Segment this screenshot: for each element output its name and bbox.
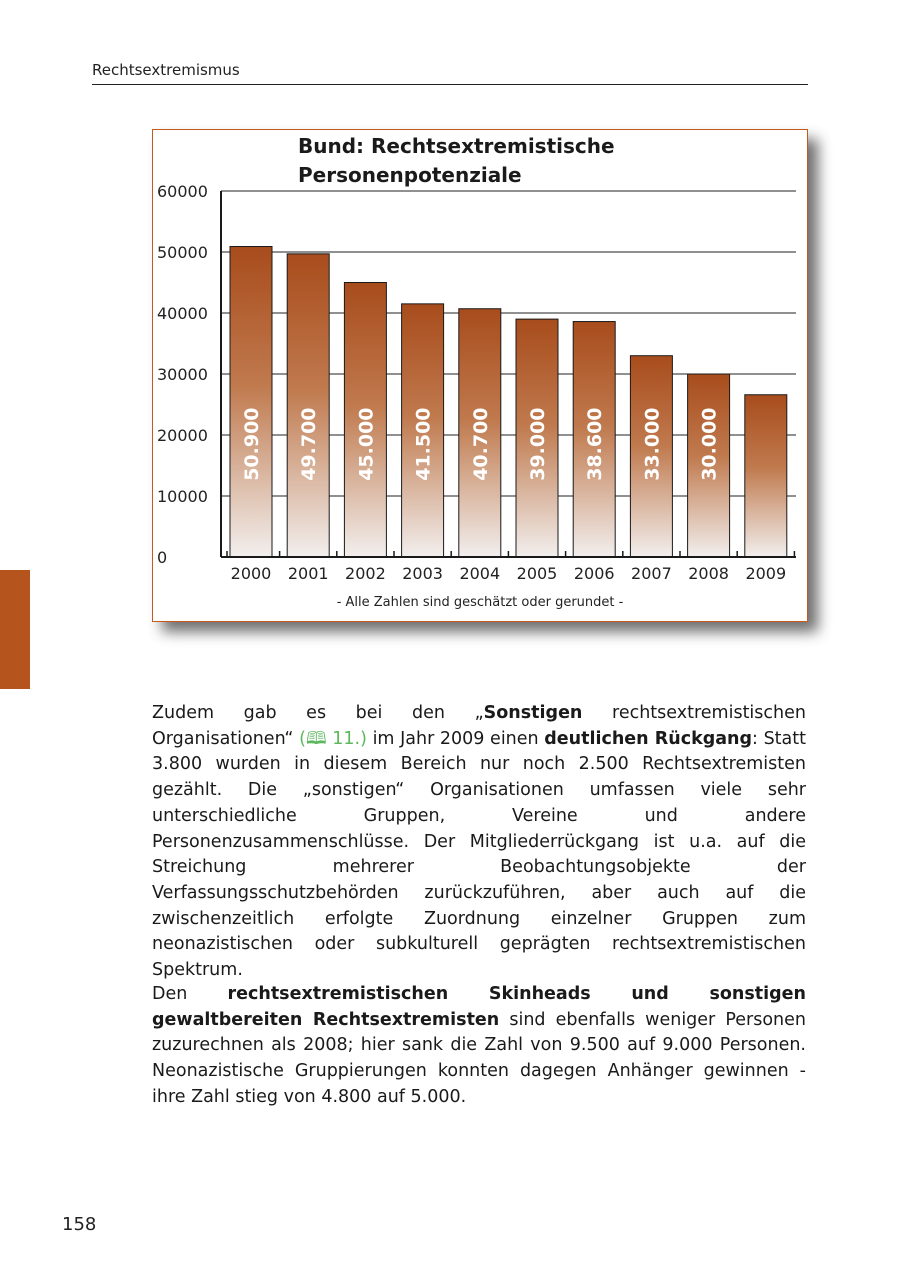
chapter-side-tab: [0, 570, 30, 689]
x-tick-label: 2003: [402, 564, 443, 583]
chart-title: [298, 132, 658, 190]
bar-value-label: 41.500: [412, 407, 435, 481]
p2-text-1: Den: [152, 984, 228, 1004]
bar-value-label: 30.000: [698, 407, 721, 481]
x-tick-label: 2000: [230, 564, 272, 583]
p1-text-1: Zudem gab es bei den „: [152, 703, 484, 723]
header-rule: [92, 84, 808, 85]
bar-value-label: 39.000: [527, 407, 549, 481]
y-tick-label: 60000: [157, 182, 208, 201]
p1-bold-2: deutlichen Rückgang: [544, 728, 753, 749]
x-tick-label: 2005: [516, 564, 558, 583]
chart-footnote: - Alle Zahlen sind geschätzt oder gerundet -: [336, 595, 624, 610]
p1-text-4: : Statt 3.800 wurden in diesem Bereich nur noch 2.500 Rechtsextremisten gezählt. Die „sonstigen“ Organisationen umfassen viele sehr unterschiedliche Gruppen, Vereine und andere Personenzusammenschlüsse. Der Mitgliederrückgang ist u.a. auf die Streichung mehrerer Beobachtungsobjekte der Verfassungsschutzbehörden zurückzuführen, aber auch auf die zwischenzeitlich erfolgte Zuordnung einzelner Gruppen zum neonazistischen oder subkulturell geprägten rechtsextremistischen Spektrum.: [152, 728, 806, 981]
x-tick-label: 2007: [631, 564, 672, 583]
bar: [230, 247, 272, 557]
bar-chart: [153, 130, 807, 621]
y-tick-label: 0: [157, 548, 168, 567]
p1-bold-1: Sonstigen: [483, 703, 583, 723]
page-number: 158: [62, 1214, 97, 1235]
x-tick-label: 2008: [688, 564, 729, 583]
p2-text-2: sind ebenfalls weniger Personen zuzurechnen als 2008; hier sank die Zahl von 9.500 auf 9.000 Personen. Neonazistische Gruppierungen konnten dagegen Anhänger gewinnen - ihre Zahl stieg von 4.800 auf 5.000.: [152, 1009, 806, 1107]
bar-value-label: 40.700: [469, 407, 492, 481]
x-tick-label: 2009: [745, 564, 787, 583]
bar-value-label: 45.000: [355, 407, 378, 481]
paragraph-skinheads: [152, 982, 806, 1111]
chart-frame: [152, 129, 808, 622]
p2-bold-1: rechtsextremistischen Skinheads und sonstigen gewaltbereiten Rechtsextremisten: [152, 984, 806, 1030]
x-tick-label: 2001: [287, 564, 329, 583]
x-tick-label: 2002: [345, 564, 386, 583]
bar: [287, 254, 329, 557]
y-tick-label: 40000: [157, 304, 208, 323]
bar-value-label: 50.900: [241, 407, 263, 481]
y-tick-label: 10000: [157, 487, 208, 506]
chart-title-line-1: Bund: Rechtsextremistische: [298, 134, 615, 158]
running-head-title: Rechtsextremismus: [92, 61, 240, 79]
bar: [745, 395, 787, 557]
x-tick-label: 2004: [459, 564, 501, 583]
bar-value-label: 38.600: [584, 407, 607, 481]
chart-figure: [152, 129, 808, 622]
chart-title-line-2: Personenpotenziale: [298, 163, 522, 187]
p1-text-2: rechtsextremistischen Organisationen“: [152, 703, 806, 749]
y-tick-label: 50000: [157, 243, 208, 262]
bar-value-label: 49.700: [298, 407, 321, 481]
y-tick-label: 20000: [157, 426, 208, 445]
p1-text-3: im Jahr 2009 einen: [366, 728, 545, 749]
bar-value-label: 33.000: [641, 407, 664, 481]
paragraph-sonstige-organisationen: [152, 701, 806, 984]
y-tick-label: 30000: [157, 365, 208, 384]
cross-reference-link[interactable]: (🕮 11.): [299, 728, 367, 749]
x-tick-label: 2006: [573, 564, 615, 583]
chart-bars: [230, 247, 787, 557]
